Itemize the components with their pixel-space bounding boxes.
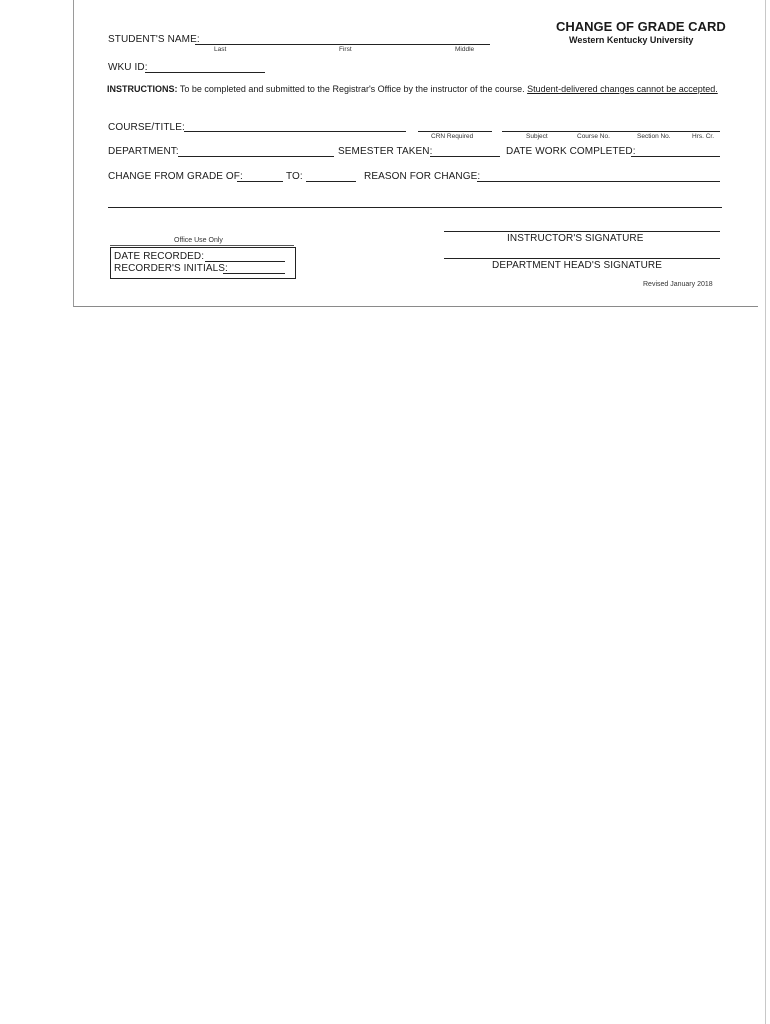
to-grade-label: TO: bbox=[286, 171, 303, 182]
dept-head-signature-label: DEPARTMENT HEAD'S SIGNATURE bbox=[492, 260, 663, 271]
change-of-grade-card bbox=[73, 0, 758, 307]
university-name: Western Kentucky University bbox=[569, 35, 694, 45]
instructions-warning: Student-delivered changes cannot be accepted. bbox=[527, 84, 718, 94]
reason-for-change-label: REASON FOR CHANGE: bbox=[364, 171, 481, 182]
student-name-label: STUDENT'S NAME: bbox=[108, 34, 200, 45]
wku-id-field[interactable] bbox=[145, 72, 265, 73]
course-title-label: COURSE/TITLE: bbox=[108, 122, 185, 133]
crn-field[interactable] bbox=[418, 131, 492, 132]
department-label: DEPARTMENT: bbox=[108, 146, 179, 157]
date-recorded-field[interactable] bbox=[205, 261, 285, 262]
department-field[interactable] bbox=[178, 156, 334, 157]
wku-id-label: WKU ID: bbox=[108, 62, 148, 73]
form-title: CHANGE OF GRADE CARD bbox=[556, 19, 726, 34]
instructions-label: INSTRUCTIONS: bbox=[107, 84, 178, 94]
instructor-signature-line[interactable] bbox=[444, 231, 720, 232]
office-use-rule bbox=[110, 245, 294, 246]
dept-head-signature-line[interactable] bbox=[444, 258, 720, 259]
subject-caption: Subject bbox=[526, 133, 548, 140]
change-from-grade-label: CHANGE FROM GRADE OF: bbox=[108, 171, 243, 182]
section-no-caption: Section No. bbox=[637, 133, 671, 140]
course-no-caption: Course No. bbox=[577, 133, 610, 140]
instructions-text: To be completed and submitted to the Registrar's Office by the instructor of the course. bbox=[179, 84, 525, 94]
course-title-field[interactable] bbox=[184, 131, 406, 132]
reason-continuation-line[interactable] bbox=[108, 207, 722, 208]
date-recorded-label: DATE RECORDED: bbox=[114, 251, 205, 262]
to-grade-field[interactable] bbox=[306, 181, 356, 182]
reason-for-change-field[interactable] bbox=[477, 181, 720, 182]
semester-taken-label: SEMESTER TAKEN: bbox=[338, 146, 433, 157]
last-name-caption: Last bbox=[214, 46, 227, 53]
instructions bbox=[107, 83, 727, 96]
date-work-completed-field[interactable] bbox=[631, 156, 720, 157]
student-name-field[interactable] bbox=[195, 44, 490, 45]
first-name-caption: First bbox=[339, 46, 352, 53]
instructor-signature-label: INSTRUCTOR'S SIGNATURE bbox=[507, 233, 644, 244]
office-use-box bbox=[110, 247, 296, 279]
semester-taken-field[interactable] bbox=[430, 156, 500, 157]
crn-caption: CRN Required bbox=[431, 133, 474, 140]
recorders-initials-field[interactable] bbox=[223, 273, 285, 274]
course-detail-field[interactable] bbox=[502, 131, 720, 132]
recorders-initials-label: RECORDER'S INITIALS: bbox=[114, 263, 228, 274]
revision-date: Revised January 2018 bbox=[643, 281, 713, 288]
from-grade-field[interactable] bbox=[237, 181, 283, 182]
hrs-cr-caption: Hrs. Cr. bbox=[692, 133, 715, 140]
date-work-completed-label: DATE WORK COMPLETED: bbox=[506, 146, 636, 157]
office-use-label: Office Use Only bbox=[174, 237, 223, 244]
page-edge bbox=[765, 0, 766, 1024]
middle-name-caption: Middle bbox=[455, 46, 475, 53]
